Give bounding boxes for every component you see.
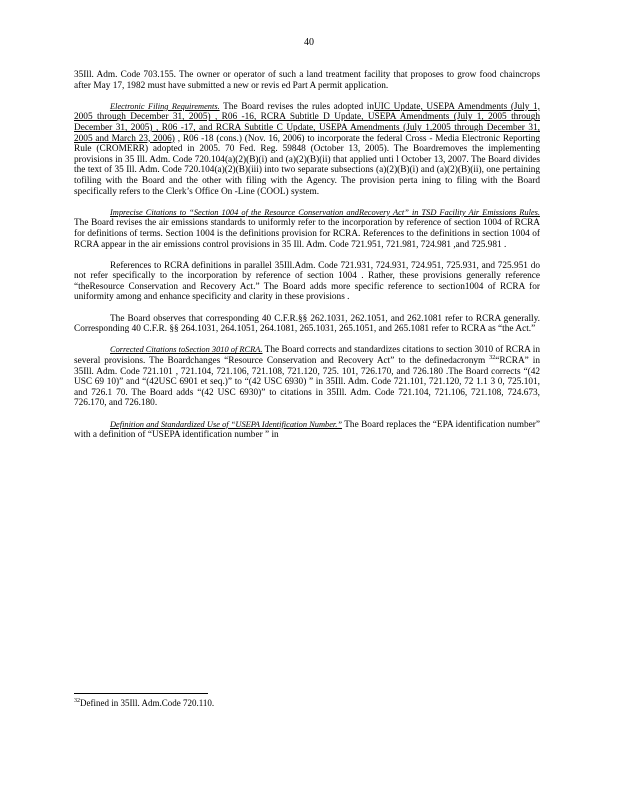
section-heading-usepa-id: Definition and Standardized Use of “USEPA Identification Number.”	[110, 419, 343, 429]
footnote-text: Defined in 35Ill. Adm.Code 720.110.	[80, 698, 215, 708]
footnote-reference[interactable]: 32	[489, 354, 496, 361]
paragraph-text: The Board revises the rules adopted in	[219, 101, 374, 112]
paragraph-rcra-references	[74, 261, 540, 303]
paragraph-corrected-citations	[74, 345, 540, 409]
document-body	[74, 70, 540, 451]
paragraph-usepa-id-number	[74, 420, 540, 441]
paragraph-imprecise-citations	[74, 208, 540, 250]
paragraph-text: The Board corrects and standardizes citations to section 3010 of RCRA in several provisions. The Boardchanges “Resource Conservation and Recovery Act” to the definedacronym	[74, 345, 540, 367]
paragraph-text: “RCRA” in 35Ill. Adm. Code 721.101 , 721.104, 721.106, 721.108, 721.120, 725. 101, 726.170, and 726.180 .The Board corrects “(42 USC 69 10)” and “(42USC 6901 et seq.)” to “(42 USC 6930) ” in 35Ill. Adm. Code 721.101, 721.120, 72 1.1 3 0, 725.101, and 726.1 70. The Board adds “(42 USC 6930)” to citations in 35Ill. Adm. Code 721.104, 721.106, 721.108, 724.673, 726.170, and 726.180.	[74, 356, 540, 409]
paragraph-land-treatment	[74, 70, 540, 91]
paragraph-text: The Board revises the air emissions standards to uniformly refer to the incorporation by reference of section 1004 of RCRA for definitions of terms. Section 1004 is the definitions provision for RCRA. References to the definitions in section 1004 of RCRA appear in the air emissions control provisions in 35 Ill. Adm. Code 721.951, 721.981, 724.981 ,and 725.981 .	[74, 218, 540, 250]
paragraph-text: , R06 -18 (cons.) (Nov. 16, 2006) to incorporate the federal Cross - Media Electronic Reporting Rule (CROMERR) adopted in 2005. 70 Fed. Reg. 59848 (October 13, 2005). The Boardremoves the implementing provisions in 35 Ill. Adm. Code 720.104(a)(2)(B)(i) and (a)(2)(B)(ii) that applied unti l October 13, 2007. The Board divides the text of 35 Ill. Adm. Code 720.104(a)(2)(B)(iii) into two separate subsections (a)(2)(B)(i) and (a)(2)(B)(ii), one pertaining tofiling with the Board and the other with filing with the Agency. The provision perta ining to filing with the Board specifically refers to the Clerk’s Office On -Line (COOL) system.	[74, 133, 541, 197]
paragraph-text: The Board replaces the “EPA identification number” with a definition of “USEPA identification number ” in	[74, 419, 540, 441]
paragraph-text: References to RCRA definitions in parallel 35Ill.Adm. Code 721.931, 724.931, 724.951, 725.931, and 725.951 do not refer specifically to the incorporation by reference of section 1004 . Rather, these provisions generally reference “theResource Conservation and Recovery Act.” The Board adds more specific reference to section1004 of RCRA for uniformity among and enhance specificity and clarity in these provisions .	[74, 260, 540, 303]
section-heading-electronic-filing: Electronic Filing Requirements.	[110, 101, 220, 111]
page-number: 40	[304, 37, 314, 48]
footnote-mark: 32	[74, 698, 80, 704]
footnote	[74, 698, 540, 709]
section-heading-corrected-citations: Corrected Citations toSection 3010 of RCRA.	[110, 345, 263, 355]
section-heading-imprecise-citations: Imprecise Citations to “Section 1004 of the Resource Conservation andRecovery Act” in TSD Facility Air Emissions Rules.	[110, 207, 540, 217]
paragraph-text: 35Ill. Adm. Code 703.155. The owner or operator of such a land treatment facility that proposes to grow food chaincrops after May 17, 1982 must have submitted a new or revis ed Part A permit application.	[74, 70, 540, 91]
paragraph-cfr-observation	[74, 314, 540, 335]
paragraph-text: The Board observes that corresponding 40 C.F.R.§§ 262.1031, 262.1051, and 262.1081 refer to RCRA generally. Corresponding 40 C.F.R. §§ 264.1031, 264.1051, 264.1081, 265.1031, 265.1051, and 265.1081 refer to RCRA as “the Act.”	[74, 313, 540, 335]
footnote-divider	[74, 693, 208, 694]
docket-citations: UIC Update, USEPA Amendments (July 1, 2005 through December 31, 2005) , R06 -16, RCRA Subtitle D Update, USEPA Amendments (July 1, 2005 through December 31, 2005) , R06 -17, and RCRA Subtitle C Update, USEPA Amendments (July 1,2005 through December 31, 2005 and March 23, 2006)	[74, 101, 541, 144]
paragraph-electronic-filing	[74, 102, 540, 197]
